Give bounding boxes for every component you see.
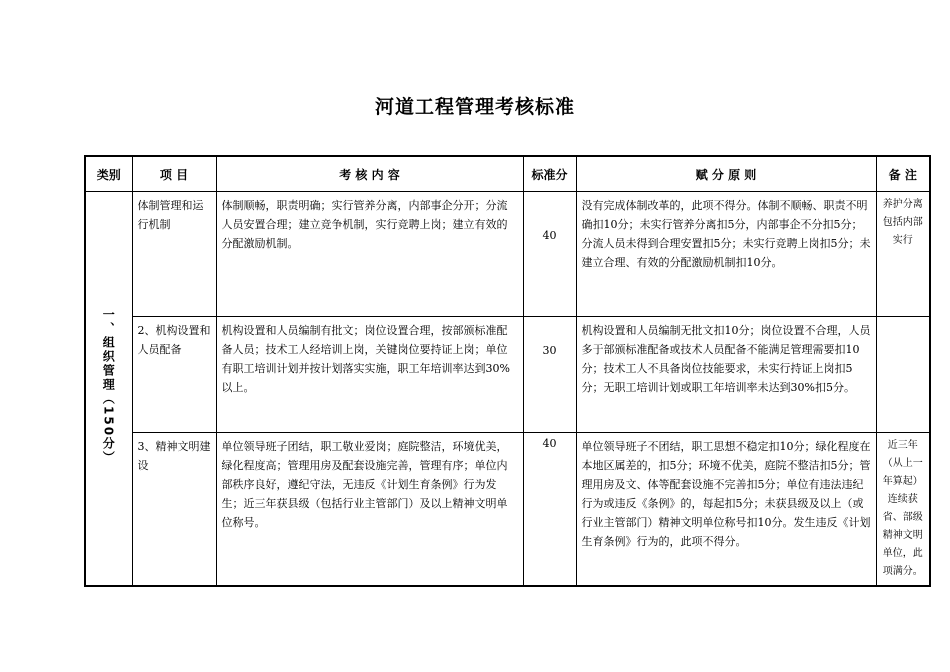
score-cell: 30: [523, 317, 576, 433]
header-content: 考 核 内 容: [216, 156, 523, 192]
content-cell: 单位领导班子团结，职工敬业爱岗；庭院整洁，环境优美，绿化程度高；管理用房及配套设施完善，管理有序；单位内部秩序良好，遵纪守法，无违反《计划生育条例》行为发生；近三年获县级（包括行业主管部门）及以上精神文明单位称号。: [216, 433, 523, 587]
score-cell: 40: [523, 192, 576, 317]
header-rule: 赋 分 原 则: [576, 156, 876, 192]
item-cell: 体制管理和运行机制: [132, 192, 216, 317]
rule-cell: 单位领导班子不团结，职工思想不稳定扣10分；绿化程度在本地区属差的，扣5分；环境不优美，庭院不整洁扣5分；管理用房及文、体等配套设施不完善扣5分；单位有违法违纪行为或违反《条例》的，每起扣5分；未获县级及以上（或行业主管部门）精神文明单位称号扣10分。发生违反《计划生育条例》行为的，此项不得分。: [576, 433, 876, 587]
item-cell: 2、机构设置和人员配备: [132, 317, 216, 433]
item-cell: 3、精神文明建设: [132, 433, 216, 587]
table-header-row: [85, 156, 930, 192]
table-row: [85, 433, 930, 587]
table-row: [85, 317, 930, 433]
content-cell: 机构设置和人员编制有批文；岗位设置合理，按部颁标准配备人员；技术工人经培训上岗，关键岗位要持证上岗；单位有职工培训计划并按计划落实实施，职工年培训率达到30%以上。: [216, 317, 523, 433]
page-title: 河道工程管理考核标准: [374, 96, 575, 118]
rule-cell: 没有完成体制改革的，此项不得分。体制不顺畅、职责不明确扣10分；未实行管养分离扣5分，内部事企不分扣5分；分流人员未得到合理安置扣5分；未实行竞聘上岗扣5分；未建立合理、有效的分配激励机制扣10分。: [576, 192, 876, 317]
remark-cell: [876, 317, 930, 433]
category-cell: [85, 192, 132, 587]
header-item: 项 目: [132, 156, 216, 192]
header-score: 标准分: [523, 156, 576, 192]
content-cell: 体制顺畅，职责明确；实行管养分离，内部事企分开；分流人员安置合理；建立竞争机制，实行竞聘上岗；建立有效的分配激励机制。: [216, 192, 523, 317]
rule-cell: 机构设置和人员编制无批文扣10分；岗位设置不合理，人员多于部颁标准配备或技术人员配备不能满足管理需要扣10分；技术工人不具备岗位技能要求，未实行持证上岗扣5分；无职工培训计划或职工年培训率未达到30%扣5分。: [576, 317, 876, 433]
category-label: 一、组织管理（150分）: [101, 307, 116, 466]
header-remark: 备 注: [876, 156, 930, 192]
remark-cell: 养护分离包括内部实行: [876, 192, 930, 317]
table-row: [85, 192, 930, 317]
header-category: 类别: [85, 156, 132, 192]
assessment-table: [84, 155, 931, 587]
score-cell: 40: [523, 433, 576, 587]
remark-cell: 近三年（从上一年算起）连续获省、部级精神文明单位，此项满分。: [876, 433, 930, 587]
